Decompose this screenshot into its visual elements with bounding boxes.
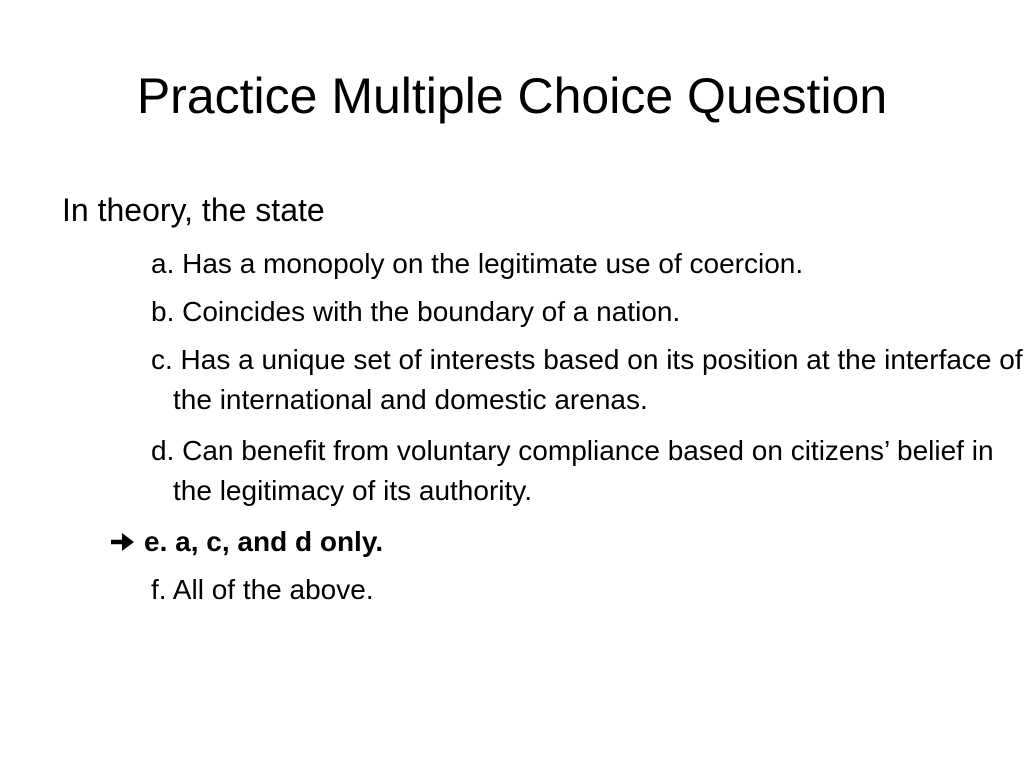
question-text: In theory, the state [62, 192, 325, 228]
arrow-right-icon [110, 522, 144, 553]
correct-answer [110, 522, 383, 562]
option-a: a. Has a monopoly on the legitimate use of coercion. [151, 248, 804, 279]
option-d: d. Can benefit from voluntary compliance based on citizens’ belief in the legitimacy of its authority. [151, 435, 994, 506]
option-e: e. a, c, and d only. [144, 526, 384, 557]
option-b: b. Coincides with the boundary of a nation. [151, 296, 681, 327]
option-c: c. Has a unique set of interests based on its position at the interface of the international and domestic arenas. [151, 344, 1023, 415]
option-f: f. All of the above. [151, 574, 374, 605]
slide-title: Practice Multiple Choice Question [136, 68, 888, 124]
